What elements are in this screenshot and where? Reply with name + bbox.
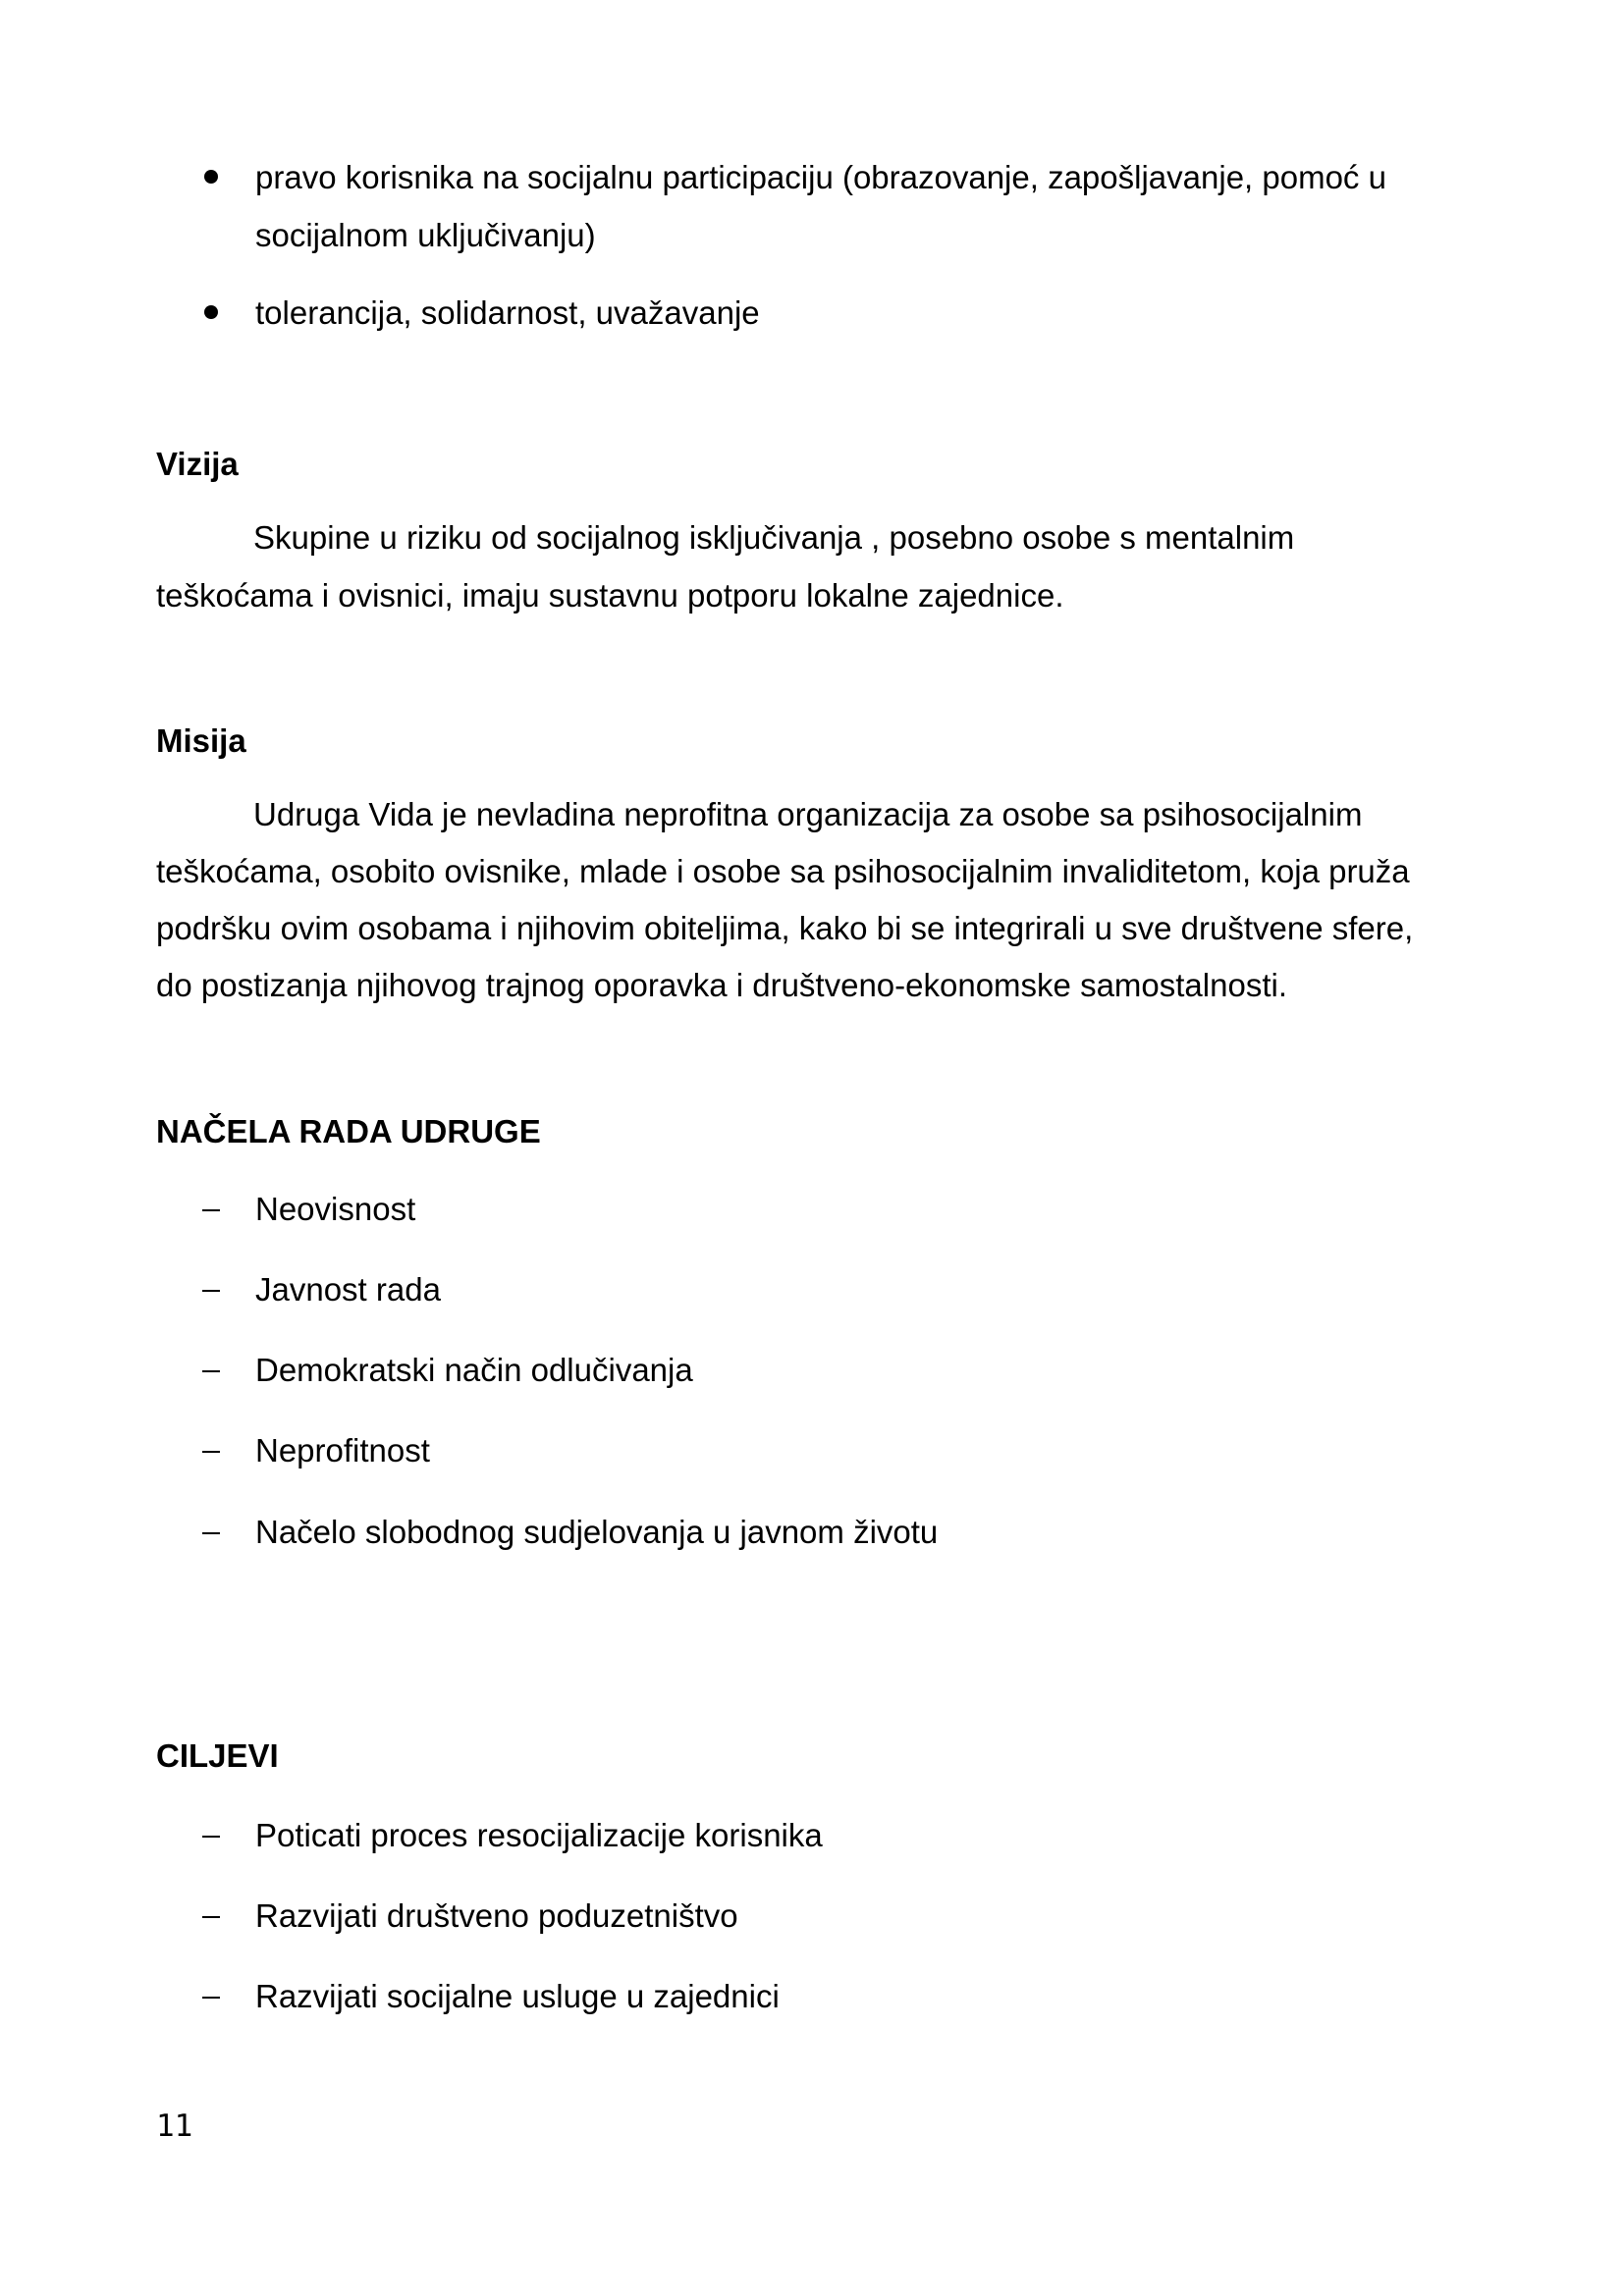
list-item-continuation: socijalnom uključivanju): [255, 217, 596, 253]
list-item: Neovisnost: [255, 1191, 416, 1227]
dash-icon: [202, 1836, 220, 1838]
bullet-icon: [204, 170, 218, 184]
list-item: Poticati proces resocijalizacije korisnika: [255, 1817, 823, 1853]
section-heading: Vizija: [156, 446, 239, 482]
section-heading: NAČELA RADA UDRUGE: [156, 1113, 541, 1149]
section-heading: Misija: [156, 722, 246, 759]
paragraph-line: Udruga Vida je nevladina neprofitna organizacija za osobe sa psihosocijalnim: [253, 796, 1363, 832]
paragraph-line: podršku ovim osobama i njihovim obiteljima, kako bi se integrirali u sve društvene sfere,: [156, 910, 1414, 946]
bullet-icon: [204, 305, 218, 319]
list-item: Neprofitnost: [255, 1432, 430, 1468]
dash-icon: [202, 1370, 220, 1372]
list-item: Razvijati socijalne usluge u zajednici: [255, 1978, 780, 2014]
dash-icon: [202, 1997, 220, 1999]
dash-icon: [202, 1209, 220, 1211]
paragraph-line: teškoćama, osobito ovisnike, mlade i osobe sa psihosocijalnim invaliditetom, koja pruža: [156, 853, 1410, 889]
list-item: Razvijati društveno poduzetništvo: [255, 1897, 738, 1934]
list-item: Demokratski način odlučivanja: [255, 1352, 693, 1388]
paragraph-line: Skupine u riziku od socijalnog isključivanja , posebno osobe s mentalnim: [253, 519, 1295, 556]
list-item: Javnost rada: [255, 1271, 441, 1308]
list-item: pravo korisnika na socijalnu participaciju (obrazovanje, zapošljavanje, pomoć u: [255, 159, 1386, 195]
paragraph-line: do postizanja njihovog trajnog oporavka i društveno-ekonomske samostalnosti.: [156, 967, 1287, 1003]
paragraph-line: teškoćama i ovisnici, imaju sustavnu potporu lokalne zajednice.: [156, 577, 1064, 614]
section-heading: CILJEVI: [156, 1737, 279, 1774]
dash-icon: [202, 1916, 220, 1918]
dash-icon: [202, 1451, 220, 1453]
list-item: Načelo slobodnog sudjelovanja u javnom životu: [255, 1514, 939, 1550]
page-number: 11: [156, 2109, 193, 2144]
dash-icon: [202, 1290, 220, 1292]
list-item: tolerancija, solidarnost, uvažavanje: [255, 294, 760, 331]
dash-icon: [202, 1532, 220, 1534]
